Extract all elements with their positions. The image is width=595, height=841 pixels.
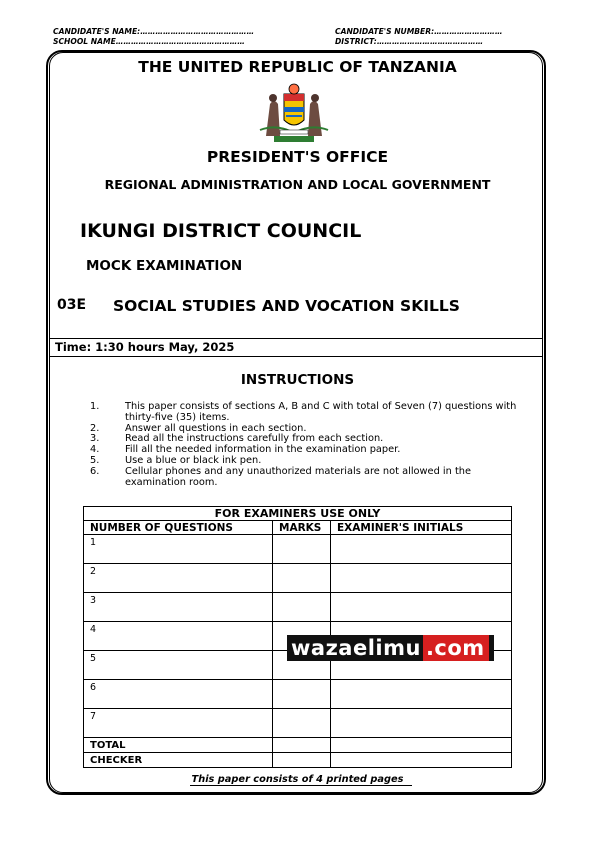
- marks-cell[interactable]: [273, 535, 331, 564]
- table-row: 3: [84, 593, 512, 622]
- divider: [49, 356, 543, 357]
- initials-cell[interactable]: [331, 709, 512, 738]
- subject-code: 03E: [57, 297, 87, 313]
- initials-cell[interactable]: [331, 593, 512, 622]
- instruction-item: 3. Read all the instructions carefully from each section.: [90, 433, 384, 445]
- marks-cell[interactable]: [273, 680, 331, 709]
- checker-initials-cell[interactable]: [331, 753, 512, 768]
- instructions-list: [90, 402, 535, 488]
- coat-of-arms-icon: [256, 80, 332, 144]
- candidate-number-field[interactable]: CANDIDATE'S NUMBER:………………………: [335, 27, 503, 36]
- examiners-table-title: FOR EXAMINERS USE ONLY: [84, 507, 512, 521]
- footer-underline: [190, 785, 412, 786]
- marks-cell[interactable]: [273, 709, 331, 738]
- table-row: 7: [84, 709, 512, 738]
- table-row: 4: [84, 622, 512, 651]
- table-row: 5: [84, 651, 512, 680]
- table-row: 1: [84, 535, 512, 564]
- exam-type: MOCK EXAMINATION: [86, 258, 243, 274]
- marks-cell[interactable]: [273, 564, 331, 593]
- initials-cell[interactable]: [331, 680, 512, 709]
- table-row: 6: [84, 680, 512, 709]
- country-title: THE UNITED REPUBLIC OF TANZANIA: [138, 58, 457, 76]
- watermark-logo: wazaelimu .com: [287, 635, 494, 661]
- total-initials-cell[interactable]: [331, 738, 512, 753]
- marks-cell[interactable]: [273, 593, 331, 622]
- candidate-fields: [53, 27, 543, 47]
- total-marks-cell[interactable]: [273, 738, 331, 753]
- region-title: REGIONAL ADMINISTRATION AND LOCAL GOVERNMENT: [104, 177, 491, 192]
- school-name-field[interactable]: SCHOOL NAME……………………………………………: [53, 37, 245, 46]
- column-header-initials: EXAMINER'S INITIALS: [331, 521, 512, 535]
- instruction-item: 1. This paper consists of sections A, B and C with total of Seven (7) questions with thirty-five (35) items.: [90, 401, 517, 423]
- checker-row: CHECKER: [84, 753, 512, 768]
- exam-time: Time: 1:30 hours May, 2025: [55, 340, 235, 354]
- instruction-item: 4. Fill all the needed information in the examination paper.: [90, 444, 401, 456]
- district-field[interactable]: DISTRICT:……………………………………: [335, 37, 484, 46]
- council-title: IKUNGI DISTRICT COUNCIL: [80, 220, 362, 242]
- table-row: 2: [84, 564, 512, 593]
- column-header-questions: NUMBER OF QUESTIONS: [84, 521, 273, 535]
- instructions-title: INSTRUCTIONS: [240, 372, 355, 388]
- initials-cell[interactable]: [331, 535, 512, 564]
- divider: [49, 338, 543, 339]
- column-header-marks: MARKS: [273, 521, 331, 535]
- instruction-item: 2. Answer all questions in each section.: [90, 422, 307, 434]
- instruction-item: 5. Use a blue or black ink pen.: [90, 454, 262, 466]
- subject-title: SOCIAL STUDIES AND VOCATION SKILLS: [113, 297, 460, 315]
- footer-note: This paper consists of 4 printed pages: [191, 774, 404, 785]
- initials-cell[interactable]: [331, 564, 512, 593]
- checker-marks-cell[interactable]: [273, 753, 331, 768]
- office-title: PRESIDENT'S OFFICE: [206, 148, 389, 166]
- candidate-name-field[interactable]: CANDIDATE'S NAME:………………………………………: [53, 27, 255, 36]
- total-row: TOTAL: [84, 738, 512, 753]
- instruction-item: 6. Cellular phones and any unauthorized materials are not allowed in the examination room.: [90, 465, 472, 488]
